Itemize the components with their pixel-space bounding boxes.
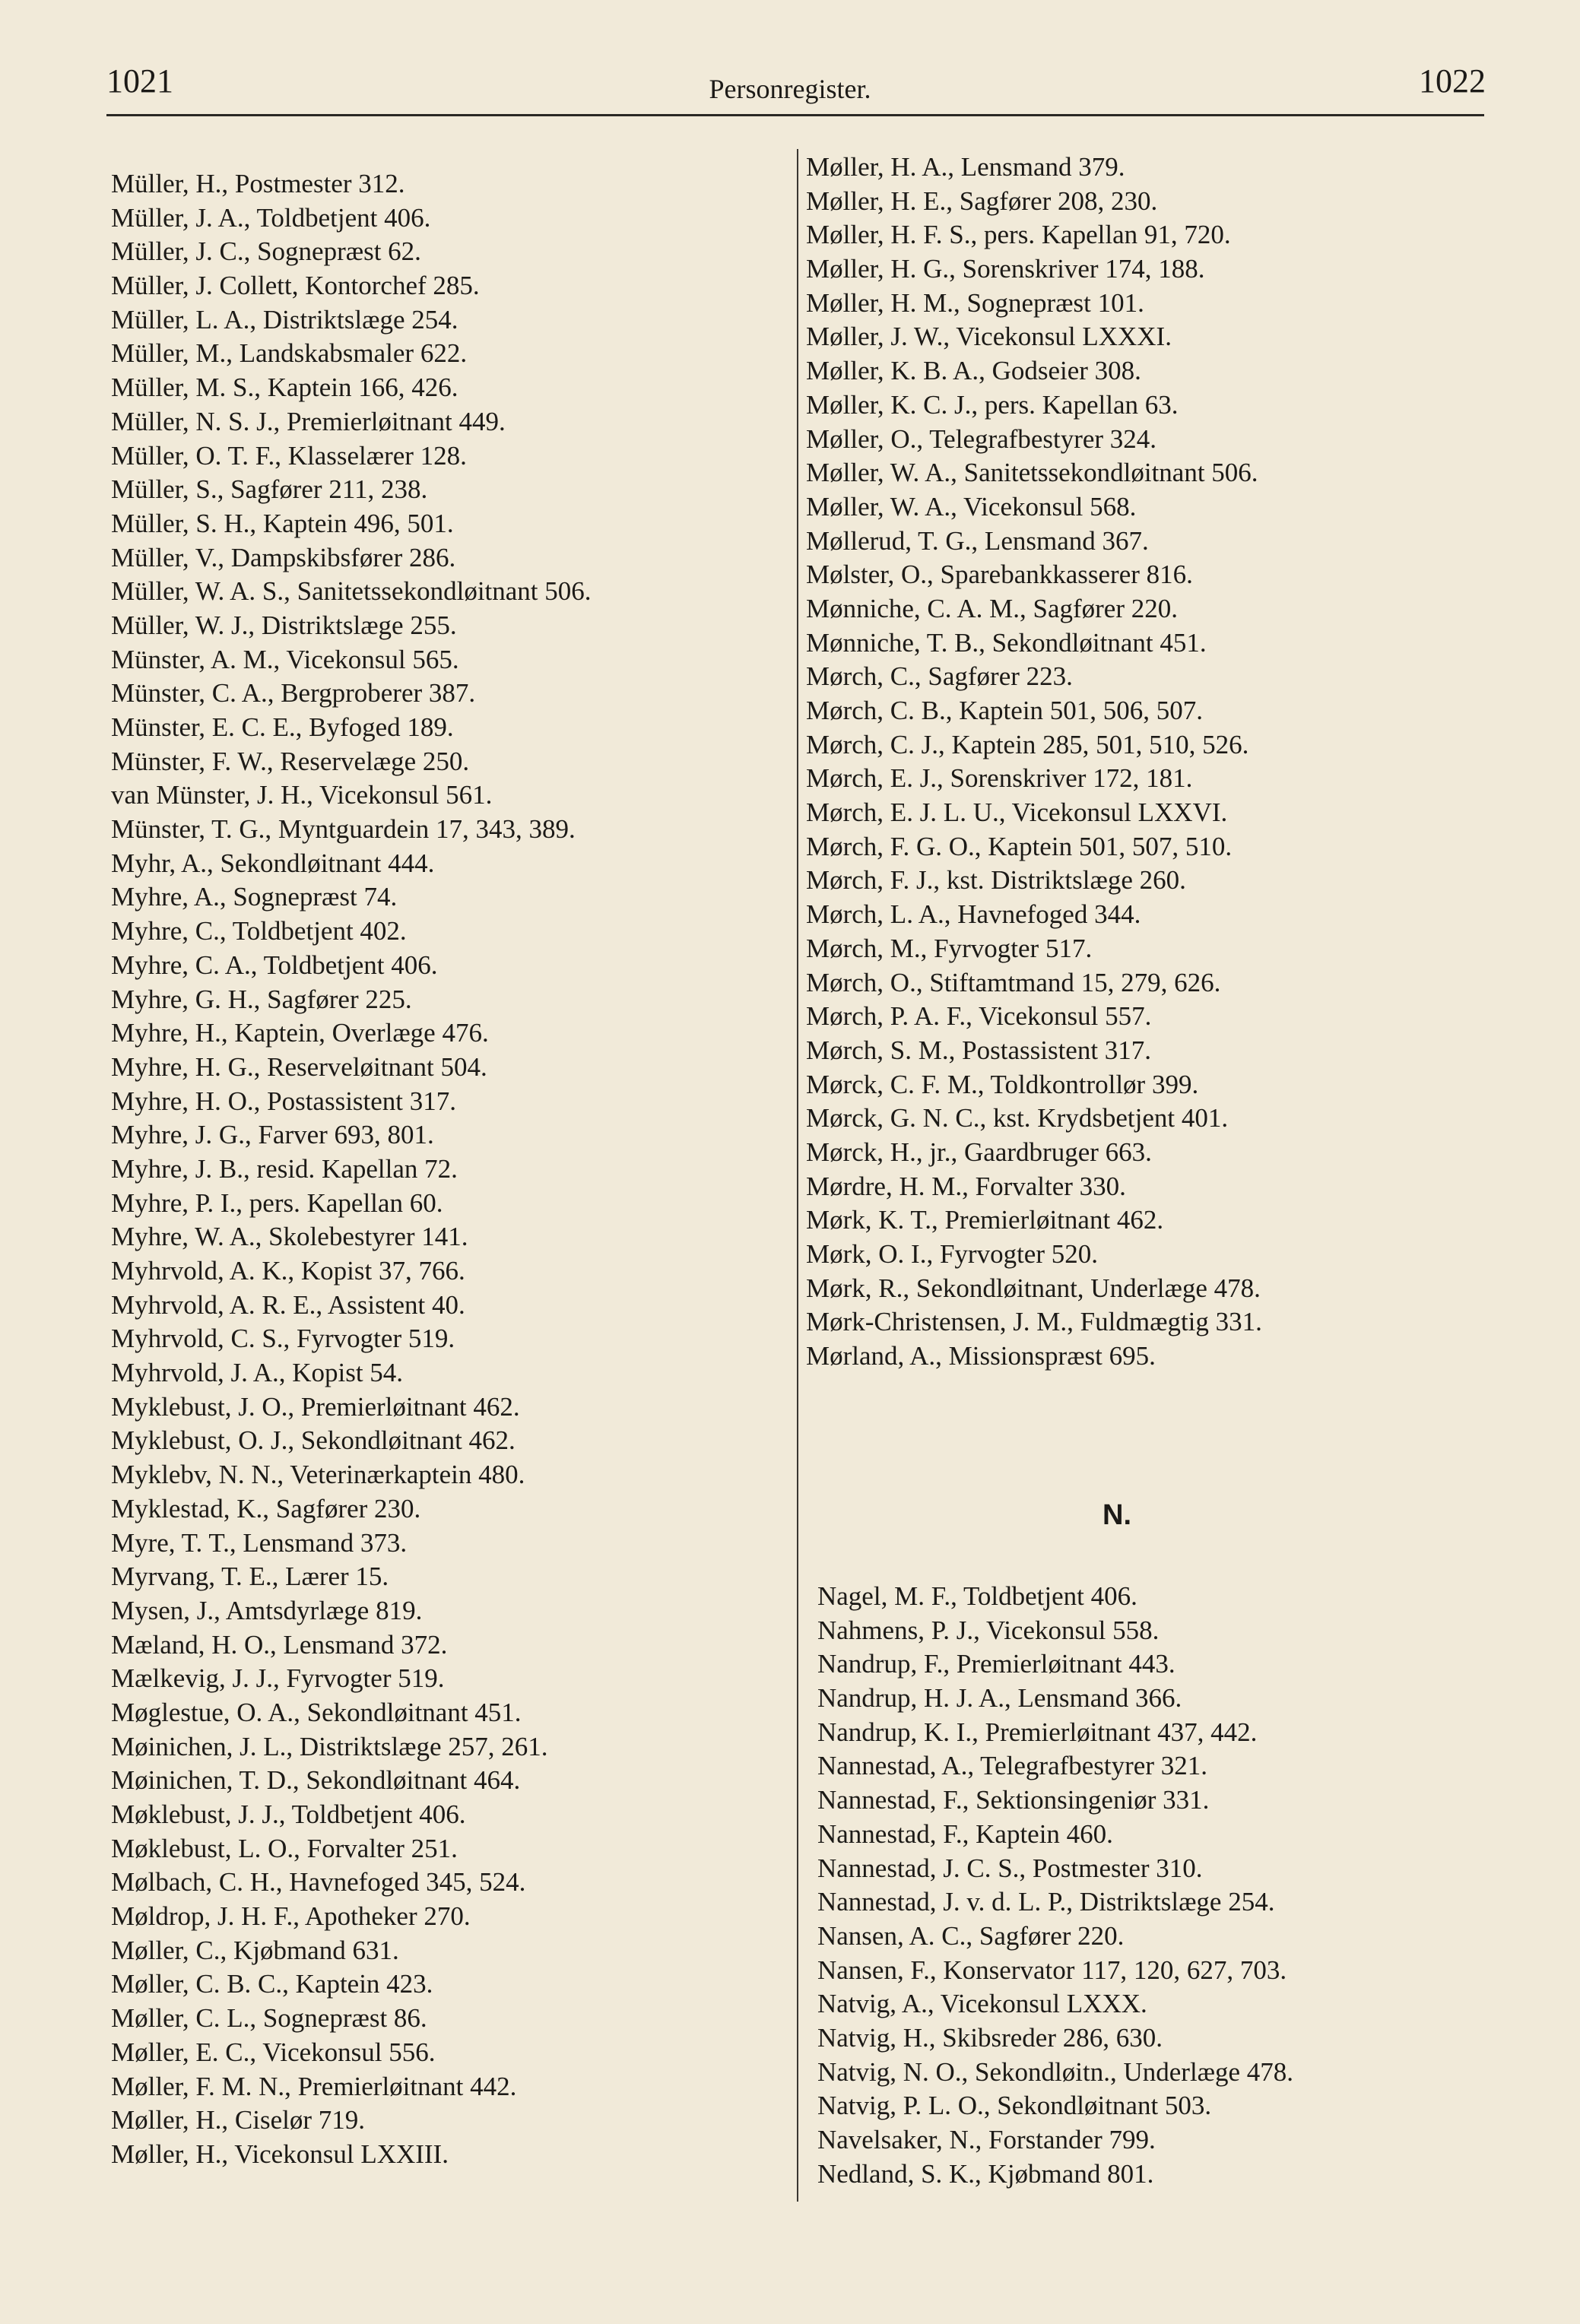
register-entry: Nandrup, F., Premierløitnant 443. — [817, 1649, 1175, 1679]
register-entry: Nandrup, H. J. A., Lensmand 366. — [817, 1683, 1182, 1714]
register-entry: Müller, W. J., Distriktslæge 255. — [111, 610, 457, 640]
register-entry: Møller, H. E., Sagfører 208, 230. — [806, 185, 1158, 216]
register-entry: Mørland, A., Missionspræst 695. — [806, 1341, 1156, 1371]
register-entry: Mørck, G. N. C., kst. Krydsbetjent 401. — [806, 1103, 1229, 1133]
register-entry: Myhre, J. G., Farver 693, 801. — [111, 1120, 434, 1150]
register-entry: Myhre, H., Kaptein, Overlæge 476. — [111, 1018, 489, 1048]
register-entry: Møller, W. A., Vicekonsul 568. — [806, 491, 1137, 522]
register-entry: Müller, S. H., Kaptein 496, 501. — [111, 508, 454, 538]
register-entry: Natvig, A., Vicekonsul LXXX. — [817, 1989, 1147, 2019]
section-n-heading: N. — [1103, 1499, 1131, 1531]
register-entry: Møklebust, L. O., Forvalter 251. — [111, 1833, 458, 1863]
register-entry: Myhre, C., Toldbetjent 402. — [111, 916, 407, 946]
register-entry: Myhre, P. I., pers. Kapellan 60. — [111, 1187, 443, 1218]
register-entry: Møller, H., Ciselør 719. — [111, 2105, 365, 2135]
register-entry: Mørk, O. I., Fyrvogter 520. — [806, 1239, 1098, 1269]
register-entry: Müller, J. A., Toldbetjent 406. — [111, 202, 431, 233]
register-entry: Myhre, H. O., Postassistent 317. — [111, 1086, 457, 1116]
register-entry: Nandrup, K. I., Premierløitnant 437, 442. — [817, 1717, 1258, 1747]
register-entry: Mørch, L. A., Havnefoged 344. — [806, 899, 1141, 930]
register-entry: Nahmens, P. J., Vicekonsul 558. — [817, 1615, 1160, 1645]
register-entry: Mørk, K. T., Premierløitnant 462. — [806, 1205, 1164, 1235]
register-entry: Mørch, E. J., Sorenskriver 172, 181. — [806, 763, 1193, 794]
register-entry: Natvig, H., Skibsreder 286, 630. — [817, 2022, 1163, 2053]
register-entry: Mølbach, C. H., Havnefoged 345, 524. — [111, 1867, 526, 1898]
register-entry: Møller, H. M., Sognepræst 101. — [806, 287, 1144, 318]
register-entry: Møller, C. L., Sognepræst 86. — [111, 2003, 427, 2034]
register-entry: Müller, J. Collett, Kontorchef 285. — [111, 271, 480, 301]
register-entry: Myhrvold, A. K., Kopist 37, 766. — [111, 1256, 465, 1286]
register-entry: Nansen, F., Konservator 117, 120, 627, 703. — [817, 1955, 1287, 1985]
register-entry: Mørch, E. J. L. U., Vicekonsul LXXVI. — [806, 797, 1228, 828]
register-entry: Müller, S., Sagfører 211, 238. — [111, 474, 428, 505]
register-entry: Myhrvold, A. R. E., Assistent 40. — [111, 1289, 465, 1320]
column-divider — [797, 149, 798, 2202]
register-entry: Nannestad, J. C. S., Postmester 310. — [817, 1853, 1203, 1883]
register-entry: Mønniche, T. B., Sekondløitnant 451. — [806, 627, 1207, 658]
register-entry: van Münster, J. H., Vicekonsul 561. — [111, 780, 493, 810]
register-entry: Mørch, S. M., Postassistent 317. — [806, 1035, 1152, 1065]
register-entry: Natvig, P. L. O., Sekondløitnant 503. — [817, 2091, 1212, 2121]
register-entry: Müller, O. T. F., Klasselærer 128. — [111, 440, 467, 471]
right-page-number: 1022 — [1419, 62, 1486, 100]
register-entry: Møllerud, T. G., Lensmand 367. — [806, 525, 1149, 556]
register-entry: Møller, F. M. N., Premierløitnant 442. — [111, 2071, 517, 2101]
register-entry: Myhre, C. A., Toldbetjent 406. — [111, 950, 438, 980]
register-entry: Mørch, P. A. F., Vicekonsul 557. — [806, 1001, 1152, 1032]
register-entry: Møller, O., Telegrafbestyrer 324. — [806, 423, 1157, 454]
register-entry: Myhre, W. A., Skolebestyrer 141. — [111, 1222, 468, 1252]
register-entry: Møller, W. A., Sanitetssekondløitnant 506. — [806, 458, 1258, 488]
register-entry: Møller, H. G., Sorenskriver 174, 188. — [806, 254, 1205, 284]
register-entry: Mørch, M., Fyrvogter 517. — [806, 933, 1093, 963]
register-entry: Mørch, C. J., Kaptein 285, 501, 510, 526. — [806, 729, 1249, 759]
register-entry: Münster, T. G., Myntguardein 17, 343, 389. — [111, 814, 576, 845]
register-entry: Müller, N. S. J., Premierløitnant 449. — [111, 406, 506, 436]
register-entry: Mørck, H., jr., Gaardbruger 663. — [806, 1137, 1152, 1167]
register-entry: Mælkevig, J. J., Fyrvogter 519. — [111, 1663, 445, 1694]
register-entry: Münster, C. A., Bergproberer 387. — [111, 678, 476, 709]
register-entry: Müller, M., Landskabsmaler 622. — [111, 338, 468, 369]
register-entry: Myhre, H. G., Reserveløitnant 504. — [111, 1051, 487, 1082]
register-entry: Myklebust, O. J., Sekondløitnant 462. — [111, 1425, 516, 1456]
register-entry: Møller, H., Vicekonsul LXXIII. — [111, 2139, 449, 2169]
register-entry: Müller, V., Dampskibsfører 286. — [111, 542, 456, 572]
register-entry: Møller, E. C., Vicekonsul 556. — [111, 2037, 436, 2067]
register-entry: Müller, H., Postmester 312. — [111, 169, 405, 198]
register-entry: Nannestad, A., Telegrafbestyrer 321. — [817, 1751, 1207, 1781]
right-column-n — [817, 1580, 1293, 2191]
page-title: Personregister. — [709, 74, 871, 104]
right-column-m — [806, 151, 1262, 1374]
register-entry: Mønniche, C. A. M., Sagfører 220. — [806, 593, 1178, 623]
register-entry: Mæland, H. O., Lensmand 372. — [111, 1629, 448, 1660]
register-entry: Nansen, A. C., Sagfører 220. — [817, 1920, 1125, 1951]
register-entry: Müller, W. A. S., Sanitetssekondløitnant 506. — [111, 576, 592, 607]
register-entry: Myhre, A., Sognepræst 74. — [111, 882, 398, 912]
register-entry: Münster, F. W., Reservelæge 250. — [111, 746, 470, 776]
register-entry: Mørdre, H. M., Forvalter 330. — [806, 1171, 1126, 1201]
left-column — [111, 167, 592, 2172]
register-entry: Myklebv, N. N., Veterinærkaptein 480. — [111, 1460, 525, 1490]
register-entry: Myhrvold, C. S., Fyrvogter 519. — [111, 1324, 455, 1354]
register-entry: Møller, K. C. J., pers. Kapellan 63. — [806, 389, 1179, 420]
register-entry: Møller, J. W., Vicekonsul LXXXI. — [806, 322, 1172, 352]
register-entry: Münster, E. C. E., Byfoged 189. — [111, 712, 454, 742]
register-entry: Myhre, G. H., Sagfører 225. — [111, 984, 412, 1014]
register-entry: Mørch, F. G. O., Kaptein 501, 507, 510. — [806, 831, 1233, 861]
register-entry: Myhrvold, J. A., Kopist 54. — [111, 1358, 404, 1388]
register-entry: Mørch, C., Sagfører 223. — [806, 661, 1073, 692]
register-entry: Mørck, C. F. M., Toldkontrollør 399. — [806, 1069, 1199, 1099]
register-entry: Müller, M. S., Kaptein 166, 426. — [111, 373, 458, 403]
register-entry: Myre, T. T., Lensmand 373. — [111, 1527, 408, 1558]
register-entry: Nannestad, F., Sektionsingeniør 331. — [817, 1785, 1210, 1815]
register-entry: Mørch, O., Stiftamtmand 15, 279, 626. — [806, 967, 1221, 997]
register-entry: Natvig, N. O., Sekondløitn., Underlæge 478. — [817, 2056, 1294, 2087]
register-entry: Møller, H. A., Lensmand 379. — [806, 152, 1125, 182]
register-entry: Nedland, S. K., Kjøbmand 801. — [817, 2158, 1154, 2189]
register-entry: Mørk, R., Sekondløitnant, Underlæge 478. — [806, 1273, 1261, 1303]
register-entry: Myklebust, J. O., Premierløitnant 462. — [111, 1391, 520, 1422]
register-entry: Møller, H. F. S., pers. Kapellan 91, 720. — [806, 220, 1231, 250]
header-rule — [106, 114, 1484, 116]
register-entry: Møinichen, J. L., Distriktslæge 257, 261. — [111, 1731, 548, 1761]
register-entry: Møldrop, J. H. F., Apotheker 270. — [111, 1901, 471, 1932]
register-entry: Navelsaker, N., Forstander 799. — [817, 2125, 1156, 2154]
register-entry: Myrvang, T. E., Lærer 15. — [111, 1561, 389, 1592]
register-entry: Møinichen, T. D., Sekondløitnant 464. — [111, 1765, 521, 1796]
register-entry: Müller, J. C., Sognepræst 62. — [111, 236, 421, 267]
left-page-number: 1021 — [106, 62, 173, 100]
register-entry: Møller, K. B. A., Godseier 308. — [806, 356, 1141, 386]
register-entry: Møglestue, O. A., Sekondløitnant 451. — [111, 1697, 522, 1727]
register-entry: Nagel, M. F., Toldbetjent 406. — [817, 1581, 1137, 1611]
register-entry: Münster, A. M., Vicekonsul 565. — [111, 644, 459, 674]
register-entry: Møller, C., Kjøbmand 631. — [111, 1935, 399, 1965]
register-entry: Müller, L. A., Distriktslæge 254. — [111, 304, 458, 334]
register-entry: Mølster, O., Sparebankkasserer 816. — [806, 560, 1193, 590]
register-entry: Møller, C. B. C., Kaptein 423. — [111, 1969, 433, 1999]
register-entry: Møklebust, J. J., Toldbetjent 406. — [111, 1799, 466, 1829]
register-entry: Myklestad, K., Sagfører 230. — [111, 1493, 421, 1523]
register-entry: Mørk-Christensen, J. M., Fuldmægtig 331. — [806, 1307, 1262, 1337]
register-entry: Nannestad, F., Kaptein 460. — [817, 1818, 1113, 1849]
register-entry: Myhr, A., Sekondløitnant 444. — [111, 848, 435, 878]
register-entry: Mysen, J., Amtsdyrlæge 819. — [111, 1595, 423, 1625]
register-entry: Nannestad, J. v. d. L. P., Distriktslæge 254. — [817, 1887, 1275, 1917]
register-entry: Mørch, F. J., kst. Distriktslæge 260. — [806, 865, 1186, 896]
register-entry: Mørch, C. B., Kaptein 501, 506, 507. — [806, 696, 1204, 725]
register-entry: Myhre, J. B., resid. Kapellan 72. — [111, 1153, 458, 1184]
